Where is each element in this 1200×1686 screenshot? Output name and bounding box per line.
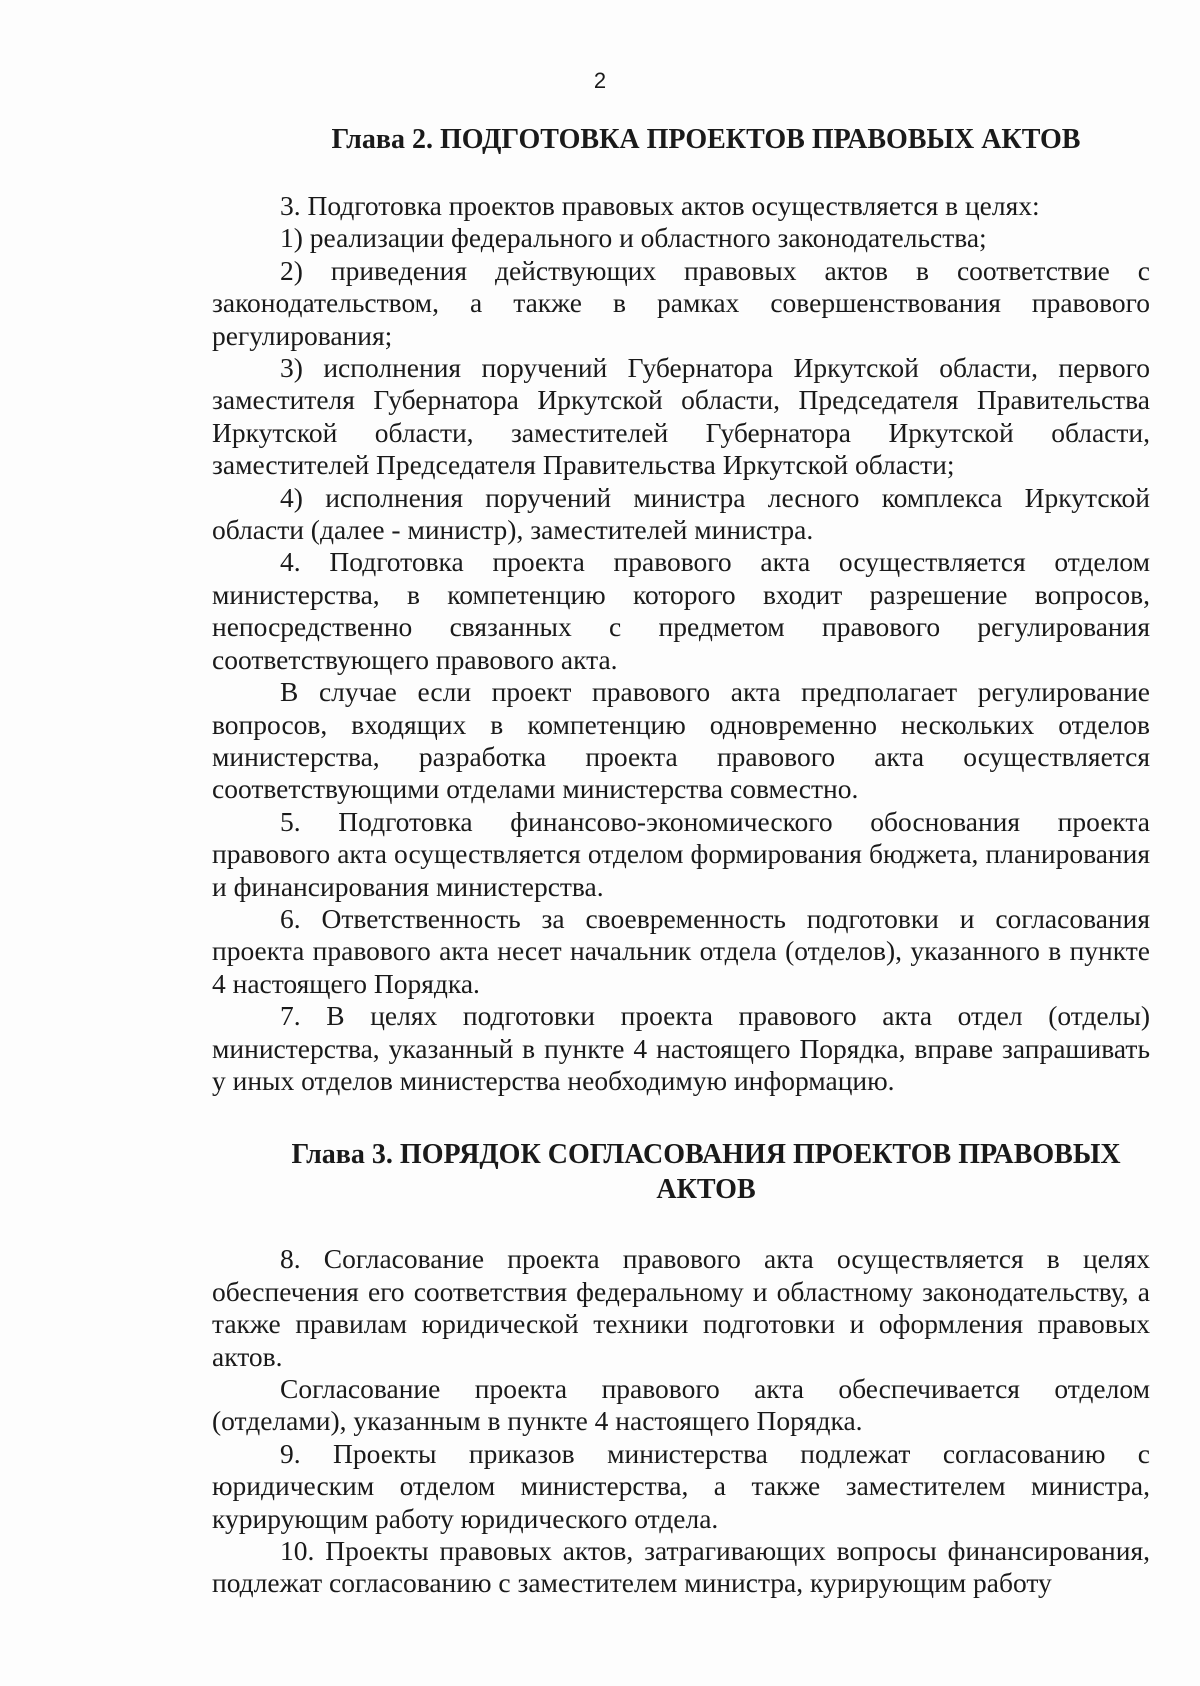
paragraph: 1) реализации федерального и областного законодательства; [280, 222, 987, 254]
paragraph: 4) исполнения поручений министра лесного комплекса Иркутской области (далее - министр), заместителей министра. [212, 481, 1150, 546]
paragraph: 7. В целях подготовки проекта правового акта отдел (отделы) министерства, указанный в пункте 4 настоящего Порядка, вправе запрашивать у иных отделов министерства необходимую информацию. [212, 1000, 1150, 1096]
paragraph: Согласование проекта правового акта обеспечивается отделом (отделами), указанным в пункте 4 настоящего Порядка. [212, 1373, 1150, 1437]
paragraph: 9. Проекты приказов министерства подлежат согласованию с юридическим отделом министерства, а также заместителем министра, курирующим работу юридического отдела. [212, 1437, 1150, 1534]
page-number: 2 [593, 68, 607, 93]
paragraph: 10. Проекты правовых актов, затрагивающих вопросы финансирования, подлежат согласованию с заместителем министра, курирующим работу [212, 1535, 1150, 1599]
paragraph: 3. Подготовка проектов правовых актов осуществляется в целях: [280, 190, 1040, 221]
paragraph: 8. Согласование проекта правового акта осуществляется в целях обеспечения его соответствия федеральному и областному законодательству, а также правилам юридической техники подготовки и оформления правовых актов. [212, 1243, 1150, 1372]
paragraph: 6. Ответственность за своевременность подготовки и согласования проекта правового акта несет начальник отдела (отделов), указанного в пункте 4 настоящего Порядка. [212, 902, 1150, 999]
chapter-2-section [212, 190, 1150, 1097]
paragraph: 5. Подготовка финансово-экономического обоснования проекта правового акта осуществляется отделом формирования бюджета, планирования и финансирования министерства. [212, 805, 1150, 902]
paragraph: В случае если проект правового акта предполагает регулирование вопросов, входящих в компетенцию одновременно нескольких отделов министерства, разработка проекта правового акта осуществляется соответствующими отделами министерства совместно. [212, 676, 1150, 805]
chapter-2-title: Глава 2. ПОДГОТОВКА ПРОЕКТОВ ПРАВОВЫХ АКТОВ [331, 124, 1081, 155]
paragraph: 2) приведения действующих правовых актов в соответствие с законодательством, а также в рамках совершенствования правового регулирования; [212, 254, 1150, 351]
chapter-3-title: Глава 3. ПОРЯДОК СОГЛАСОВАНИЯ ПРОЕКТОВ ПРАВОВЫХ АКТОВ [291, 1139, 1121, 1206]
paragraph: 4. Подготовка проекта правового акта осуществляется отделом министерства, в компетенцию которого входит разрешение вопросов, непосредственно связанных с предметом правового регулирования соответствующего правового акта. [212, 546, 1150, 675]
document-body [212, 124, 1150, 1600]
chapter-3-section [212, 1243, 1150, 1599]
paragraph: 3) исполнения поручений Губернатора Иркутской области, первого заместителя Губернатора Иркутской области, Председателя Правительства Иркутской области, заместителей Губернатора Иркутской области, заместителей Председателя Правительства Иркутской области; [212, 352, 1150, 481]
